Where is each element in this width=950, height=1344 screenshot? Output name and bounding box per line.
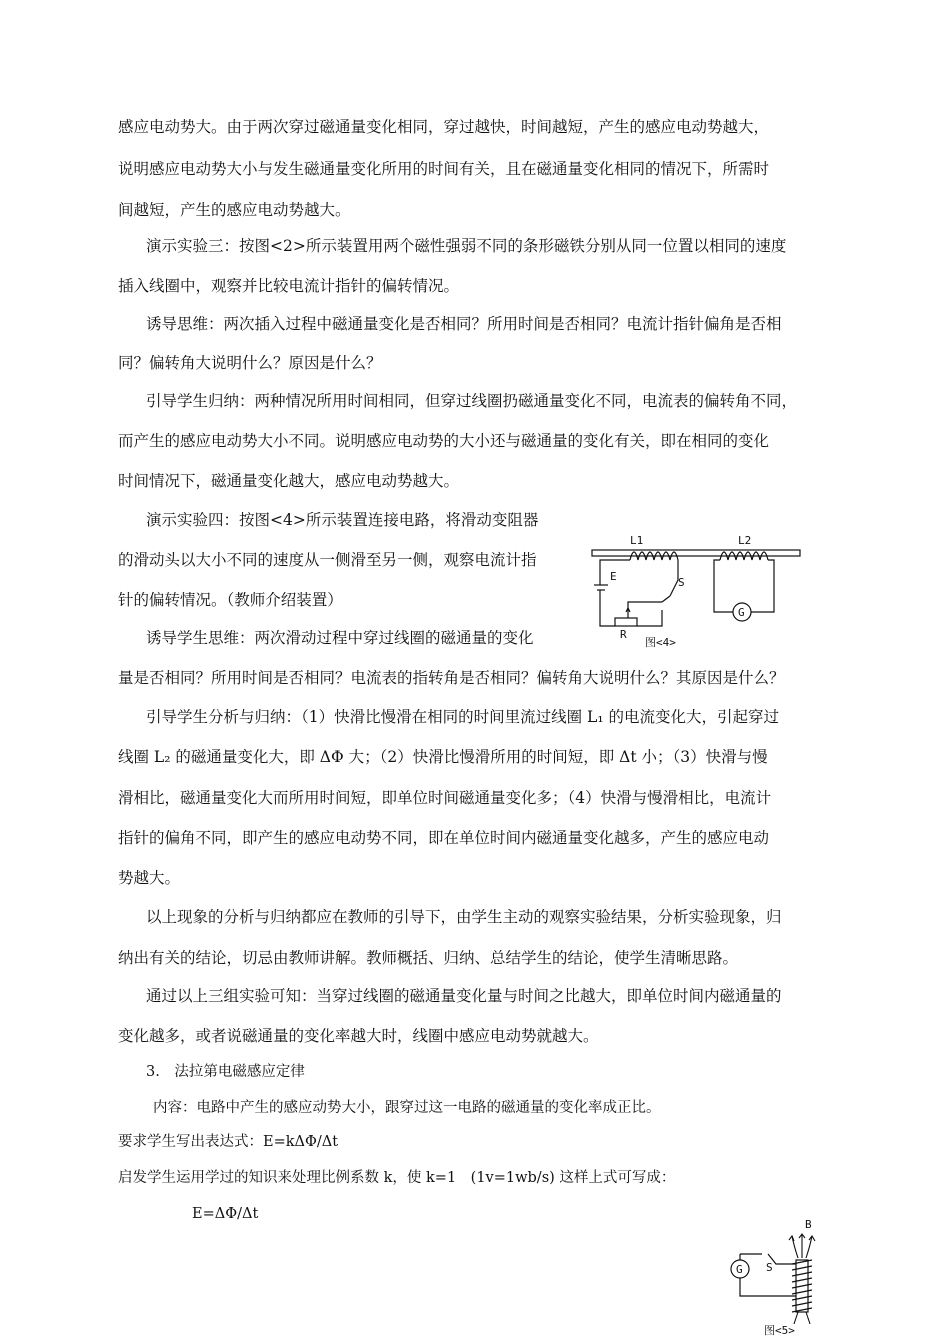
- section-heading: 3. 法拉第电磁感应定律: [146, 1064, 305, 1080]
- iron-core: [592, 550, 800, 556]
- text-line: 指针的偏角不同，即产生的感应电动势不同，即在单位时间内磁通量变化越多，产生的感应电动: [118, 829, 770, 847]
- text-line: 感应电动势大。由于两次穿过磁通量变化相同，穿过越快，时间越短，产生的感应电动势越大，: [118, 118, 770, 136]
- text-line: 针的偏转情况。（教师介绍装置）: [118, 591, 343, 609]
- text-line: 通过以上三组实验可知：当穿过线圈的磁通量变化量与时间之比越大，即单位时间内磁通量的: [146, 987, 782, 1005]
- text-line: 说明感应电动势大小与发生磁通量变化所用的时间有关，且在磁通量变化相同的情况下，所需时: [118, 160, 770, 178]
- label-e: E: [610, 570, 617, 583]
- text-line: 插入线圈中，观察并比较电流计指针的偏转情况。: [118, 277, 460, 295]
- label-b: B: [805, 1218, 812, 1231]
- text-line: 要求学生写出表达式：E=kΔΦ/Δt: [118, 1134, 339, 1150]
- formula: E=ΔΦ/Δt: [192, 1206, 259, 1222]
- text-line: 的滑动头以大小不同的速度从一侧滑至另一侧，观察电流计指: [118, 551, 537, 569]
- label-g: G: [738, 606, 745, 619]
- label-g: G: [736, 1263, 743, 1276]
- text-line: 引导学生分析与归纳：（1）快滑比慢滑在相同的时间里流过线圈 L₁ 的电流变化大，引起穿过: [146, 708, 779, 726]
- text-line: 同？偏转角大说明什么？原因是什么？: [118, 354, 382, 372]
- text-line: 启发学生运用学过的知识来处理比例系数 k，使 k=1 (1v=1wb/s) 这样上式可写成：: [118, 1170, 676, 1186]
- text-line: 诱导学生思维：两次滑动过程中穿过线圈的磁通量的变化: [146, 629, 534, 647]
- text-line: 时间情况下，磁通量变化越大，感应电动势越大。: [118, 472, 460, 490]
- text-line: 内容：电路中产生的感应动势大小，跟穿过这一电路的磁通量的变化率成正比。: [153, 1100, 661, 1116]
- figure-5-circuit: [726, 1216, 826, 1336]
- label-r: R: [620, 628, 627, 641]
- text-line: 演示实验四：按图<4>所示装置连接电路，将滑动变阻器: [146, 511, 539, 529]
- figure-5-caption: 图<5>: [764, 1324, 795, 1336]
- text-line: 引导学生归纳：两种情况所用时间相同，但穿过线圈扔磁通量变化不同，电流表的偏转角不同，: [146, 392, 798, 410]
- text-line: 势越大。: [118, 869, 181, 887]
- primary-circuit: [594, 560, 678, 626]
- text-line: 间越短，产生的感应电动势越大。: [118, 201, 351, 219]
- figure-4-circuit: [590, 530, 802, 655]
- text-line: 以上现象的分析与归纳都应在教师的引导下，由学生主动的观察实验结果，分析实验现象，归: [146, 908, 782, 926]
- text-line: 而产生的感应电动势大小不同。说明感应电动势的大小还与磁通量的变化有关，即在相同的变化: [118, 432, 770, 450]
- label-l2: L2: [738, 534, 752, 547]
- label-s: S: [678, 576, 685, 589]
- text-line: 演示实验三：按图<2>所示装置用两个磁性强弱不同的条形磁铁分别从同一位置以相同的速度: [146, 237, 787, 255]
- text-line: 诱导思维：两次插入过程中磁通量变化是否相同？所用时间是否相同？电流计指针偏角是否相: [146, 315, 782, 333]
- coil: [792, 1260, 812, 1312]
- text-line: 纳出有关的结论，切忌由教师讲解。教师概括、归纳、总结学生的结论，使学生清晰思路。: [118, 949, 739, 967]
- figure-4-caption: 图<4>: [645, 636, 676, 649]
- label-l1: L1: [630, 534, 644, 547]
- label-s: S: [766, 1261, 773, 1274]
- text-line: 量是否相同？所用时间是否相同？电流表的指转角是否相同？偏转角大说明什么？其原因是什么？: [118, 669, 785, 687]
- text-line: 变化越多，或者说磁通量的变化率越大时，线圈中感应电动势就越大。: [118, 1027, 599, 1045]
- text-line: 滑相比，磁通量变化大而所用时间短，即单位时间磁通量变化多；（4）快滑与慢滑相比，电流计: [118, 789, 772, 807]
- text-line: 线圈 L₂ 的磁通量变化大，即 ΔΦ 大；（2）快滑比慢滑所用的时间短，即 Δt 小；（3）快滑与慢: [118, 748, 768, 766]
